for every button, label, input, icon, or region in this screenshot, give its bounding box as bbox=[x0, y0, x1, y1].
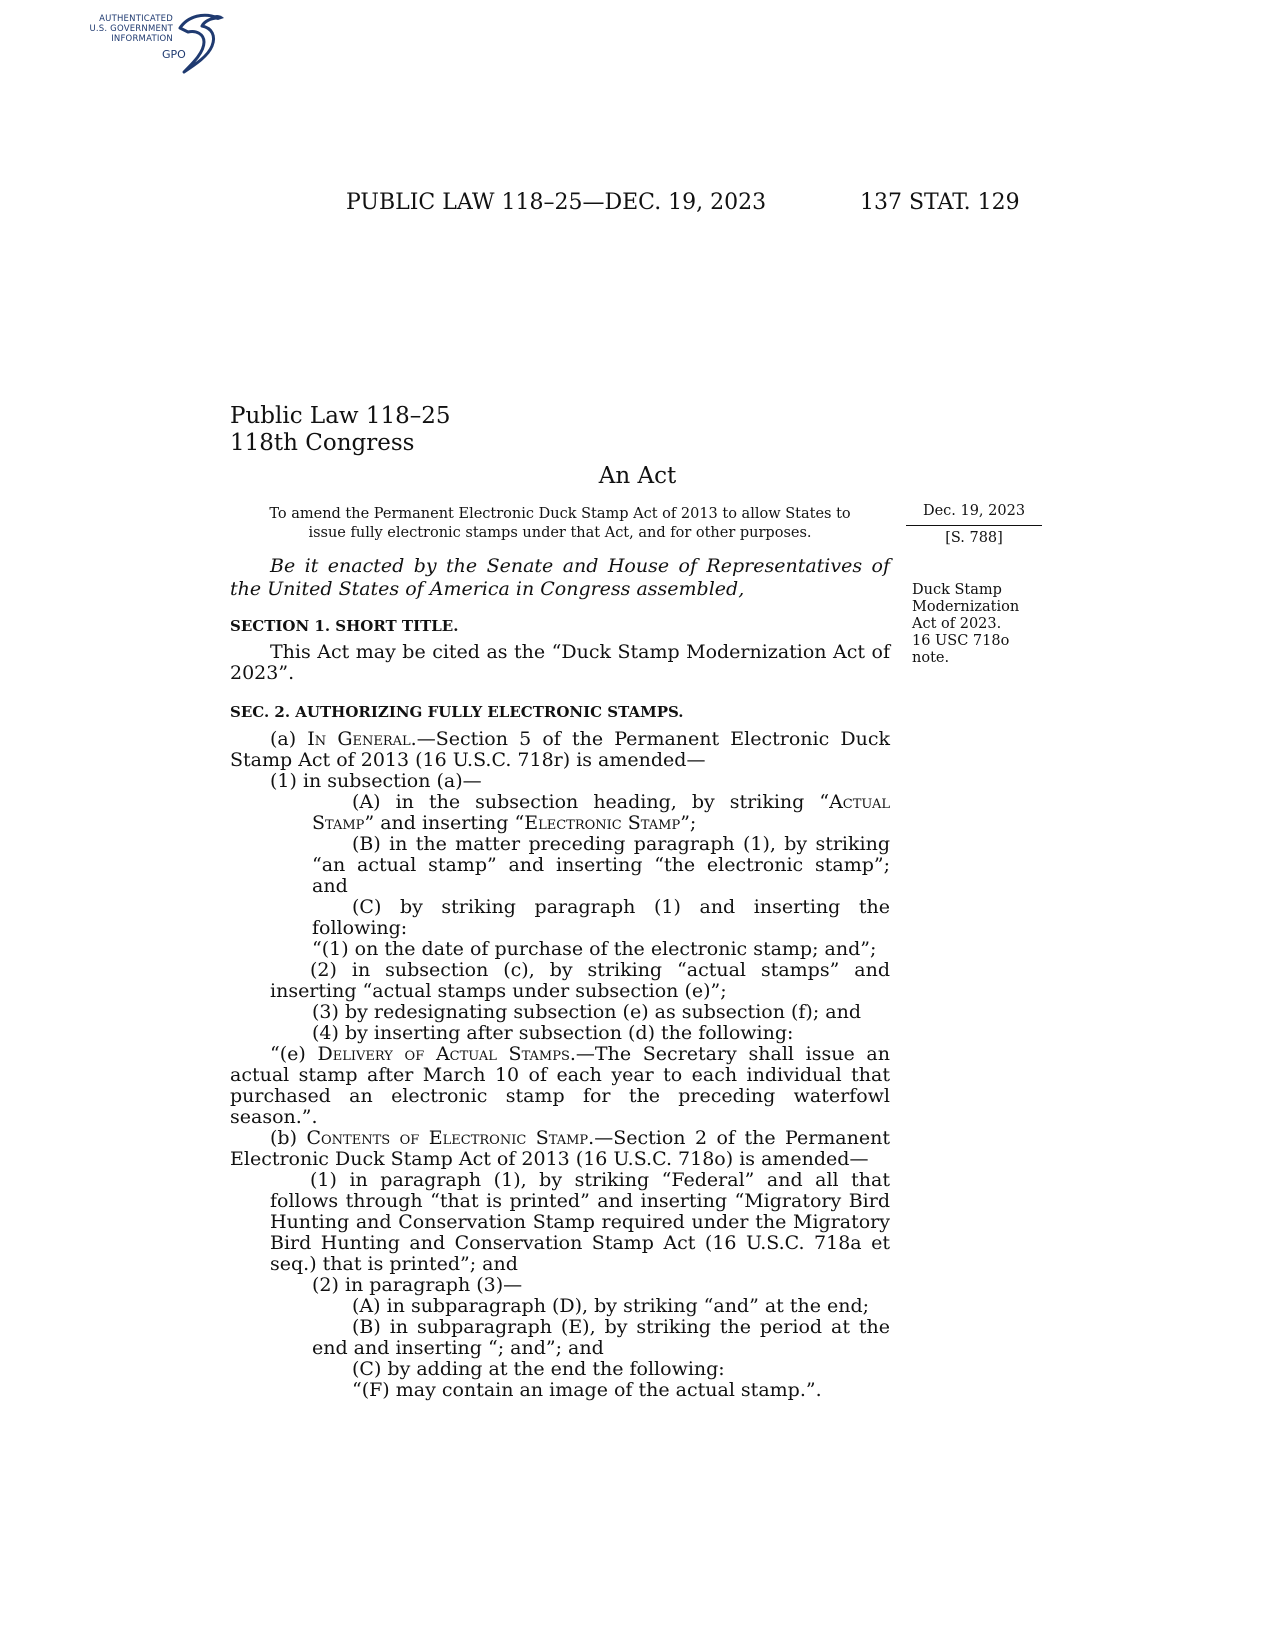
subsection-e-heading: Delivery of Actual Stamps bbox=[317, 1043, 570, 1065]
margin-divider bbox=[906, 525, 1042, 526]
margin-sidenote bbox=[912, 582, 1032, 667]
subsection-e-label: “(e) bbox=[270, 1043, 306, 1065]
subsection-a-label: (a) bbox=[270, 728, 297, 750]
section-2-heading: SEC. 2. AUTHORIZING FULLY ELECTRONIC STAMPS. bbox=[230, 703, 684, 721]
a1A-struck-term: Actual Stamp bbox=[312, 791, 890, 834]
eagle-icon bbox=[174, 10, 230, 76]
logo-gpo-text: GPO bbox=[162, 48, 186, 61]
subsection-e-text: .—The Secretary shall issue an actual stamp after March 10 of each year to each individual that purchased an electronic stamp for the preceding waterfowl season.”. bbox=[230, 1043, 890, 1128]
sidenote-line: Act of 2023. bbox=[912, 616, 1002, 632]
subparagraph-b2C: (C) by adding at the end the following: bbox=[352, 1358, 725, 1380]
paragraph-a3: (3) by redesignating subsection (e) as subsection (f); and bbox=[312, 1001, 862, 1023]
act-purpose: To amend the Permanent Electronic Duck Stamp Act of 2013 to allow States to issue fully electronic stamps under that Act, and for other purposes. bbox=[269, 506, 851, 541]
subsection-b-label: (b) bbox=[270, 1127, 297, 1149]
logo-line-2: U.S. GOVERNMENT bbox=[89, 24, 173, 34]
subsection-a-text: .—Section 5 of the Permanent Electronic Duck Stamp Act of 2013 (16 U.S.C. 718r) is amended— bbox=[230, 728, 890, 771]
sidenote-line: note. bbox=[912, 650, 950, 666]
running-header-right: 137 STAT. 129 bbox=[860, 190, 1020, 215]
subparagraph-b2A: (A) in subparagraph (D), by striking “and” at the end; bbox=[352, 1295, 870, 1317]
section-2 bbox=[230, 703, 890, 1401]
logo-line-1: AUTHENTICATED bbox=[99, 14, 173, 24]
a1A-inserted-term: Electronic Stamp bbox=[524, 812, 681, 834]
a1A-text-post: ”; bbox=[680, 812, 697, 834]
margin-date: Dec. 19, 2023 bbox=[922, 503, 1026, 519]
running-header-left: PUBLIC LAW 118–25—DEC. 19, 2023 bbox=[346, 190, 767, 215]
a1A-text-pre: (A) in the subsection heading, by striking “ bbox=[352, 791, 830, 813]
quoted-paragraph-1: “(1) on the date of purchase of the electronic stamp; and”; bbox=[312, 938, 877, 960]
a1A-text-mid: ” and inserting “ bbox=[364, 812, 525, 834]
subparagraph-a1A bbox=[230, 792, 890, 834]
subparagraph-a1B: (B) in the matter preceding paragraph (1), by striking “an actual stamp” and inserting “the electronic stamp”; and bbox=[312, 833, 890, 897]
paragraph-a1: (1) in subsection (a)— bbox=[270, 770, 482, 792]
sidenote-line: Duck Stamp bbox=[912, 582, 1002, 598]
paragraph-b2: (2) in paragraph (3)— bbox=[312, 1274, 523, 1296]
section-1 bbox=[230, 617, 890, 684]
subsection-b-heading: Contents of Electronic Stamp bbox=[306, 1127, 589, 1149]
quoted-subparagraph-F: “(F) may contain an image of the actual stamp.”. bbox=[352, 1379, 822, 1401]
paragraph-a2: (2) in subsection (c), by striking “actual stamps” and inserting “actual stamps under subsection (e)”; bbox=[270, 959, 890, 1002]
congress-number: 118th Congress bbox=[230, 430, 415, 456]
subparagraph-a1C: (C) by striking paragraph (1) and inserting the following: bbox=[312, 896, 890, 939]
quoted-subsection-e bbox=[230, 1044, 890, 1128]
sidenote-line: 16 USC 718o bbox=[912, 633, 1010, 649]
act-title: An Act bbox=[598, 463, 677, 489]
subparagraph-b2B: (B) in subparagraph (E), by striking the period at the end and inserting “; and”; and bbox=[312, 1316, 890, 1359]
enacting-clause: Be it enacted by the Senate and House of Representatives of the United States of America in Congress assembled, bbox=[230, 555, 890, 600]
section-1-heading: SECTION 1. SHORT TITLE. bbox=[230, 617, 459, 635]
enacting-clause-block bbox=[230, 555, 890, 601]
paragraph-b1: (1) in paragraph (1), by striking “Federal” and all that follows through “that is printed” and inserting “Migratory Bird Hunting and Conservation Stamp required under the Migratory Bird Hunting and Conservation Stamp Act (16 U.S.C. 718a et seq.) that is printed”; and bbox=[270, 1169, 890, 1275]
subsection-a bbox=[230, 729, 890, 771]
logo-line-3: INFORMATION bbox=[111, 34, 173, 44]
subsection-a-heading: In General bbox=[307, 728, 411, 750]
subsection-b-text: .—Section 2 of the Permanent Electronic Duck Stamp Act of 2013 (16 U.S.C. 718o) is amended— bbox=[230, 1127, 890, 1170]
sidenote-line: Modernization bbox=[912, 599, 1020, 615]
section-1-text: This Act may be cited as the “Duck Stamp Modernization Act of 2023”. bbox=[230, 641, 890, 684]
subsection-b bbox=[230, 1128, 890, 1170]
law-number: Public Law 118–25 bbox=[230, 403, 451, 429]
paragraph-a4: (4) by inserting after subsection (d) the following: bbox=[312, 1022, 794, 1044]
margin-bill-number: [S. 788] bbox=[945, 530, 1003, 546]
gpo-authentication-logo bbox=[89, 10, 231, 76]
